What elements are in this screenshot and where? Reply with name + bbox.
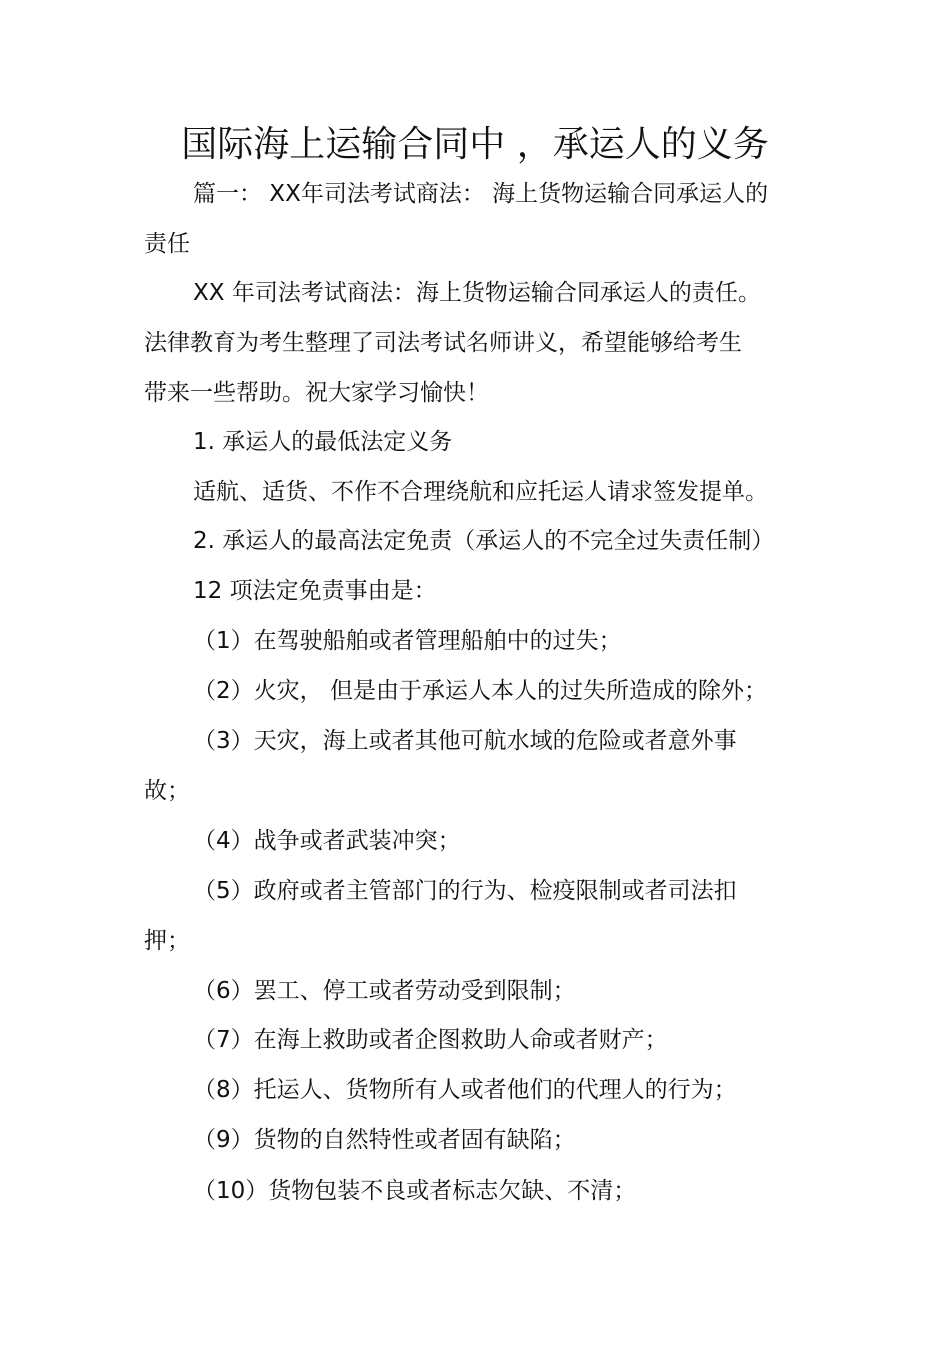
subtitle-line-2: 责任 bbox=[144, 231, 190, 257]
section2-lead: 12 项法定免责事由是： bbox=[193, 578, 437, 604]
list-item-7: （7）在海上救助或者企图救助人命或者财产； bbox=[193, 1027, 668, 1053]
section1-heading: 1. 承运人的最低法定义务 bbox=[193, 429, 453, 455]
intro-line-2: 法律教育为考生整理了司法考试名师讲义，希望能够给考生 bbox=[144, 330, 742, 356]
list-item-1: （1）在驾驶船舶或者管理船舶中的过失； bbox=[193, 628, 622, 654]
list-item-6: （6）罢工、停工或者劳动受到限制； bbox=[193, 978, 576, 1004]
intro-line-1: XX 年司法考试商法：海上货物运输合同承运人的责任。 bbox=[193, 280, 761, 306]
list-item-3: （3）天灾，海上或者其他可航水域的危险或者意外事 bbox=[193, 728, 737, 754]
subtitle-line-1: 篇一： XX年司法考试商法： 海上货物运输合同承运人的 bbox=[193, 181, 769, 207]
list-item-2: （2）火灾， 但是由于承运人本人的过失所造成的除外； bbox=[193, 678, 767, 704]
list-item-9: （9）货物的自然特性或者固有缺陷； bbox=[193, 1127, 576, 1153]
list-item-4: （4）战争或者武装冲突； bbox=[193, 828, 461, 854]
list-item-10: （10）货物包装不良或者标志欠缺、不清； bbox=[193, 1178, 637, 1204]
list-item-8: （8）托运人、货物所有人或者他们的代理人的行为； bbox=[193, 1077, 737, 1103]
section2-heading: 2. 承运人的最高法定免责（承运人的不完全过失责任制） bbox=[193, 528, 775, 554]
list-item-5-continued: 押； bbox=[144, 928, 190, 954]
list-item-3-continued: 故； bbox=[144, 778, 190, 804]
document-title: 国际海上运输合同中 ，承运人的义务 bbox=[181, 124, 769, 165]
intro-line-3: 带来一些帮助。祝大家学习愉快！ bbox=[144, 380, 489, 406]
list-item-5: （5）政府或者主管部门的行为、检疫限制或者司法扣 bbox=[193, 878, 737, 904]
section1-body: 适航、适货、不作不合理绕航和应托运人请求签发提单。 bbox=[193, 479, 768, 505]
